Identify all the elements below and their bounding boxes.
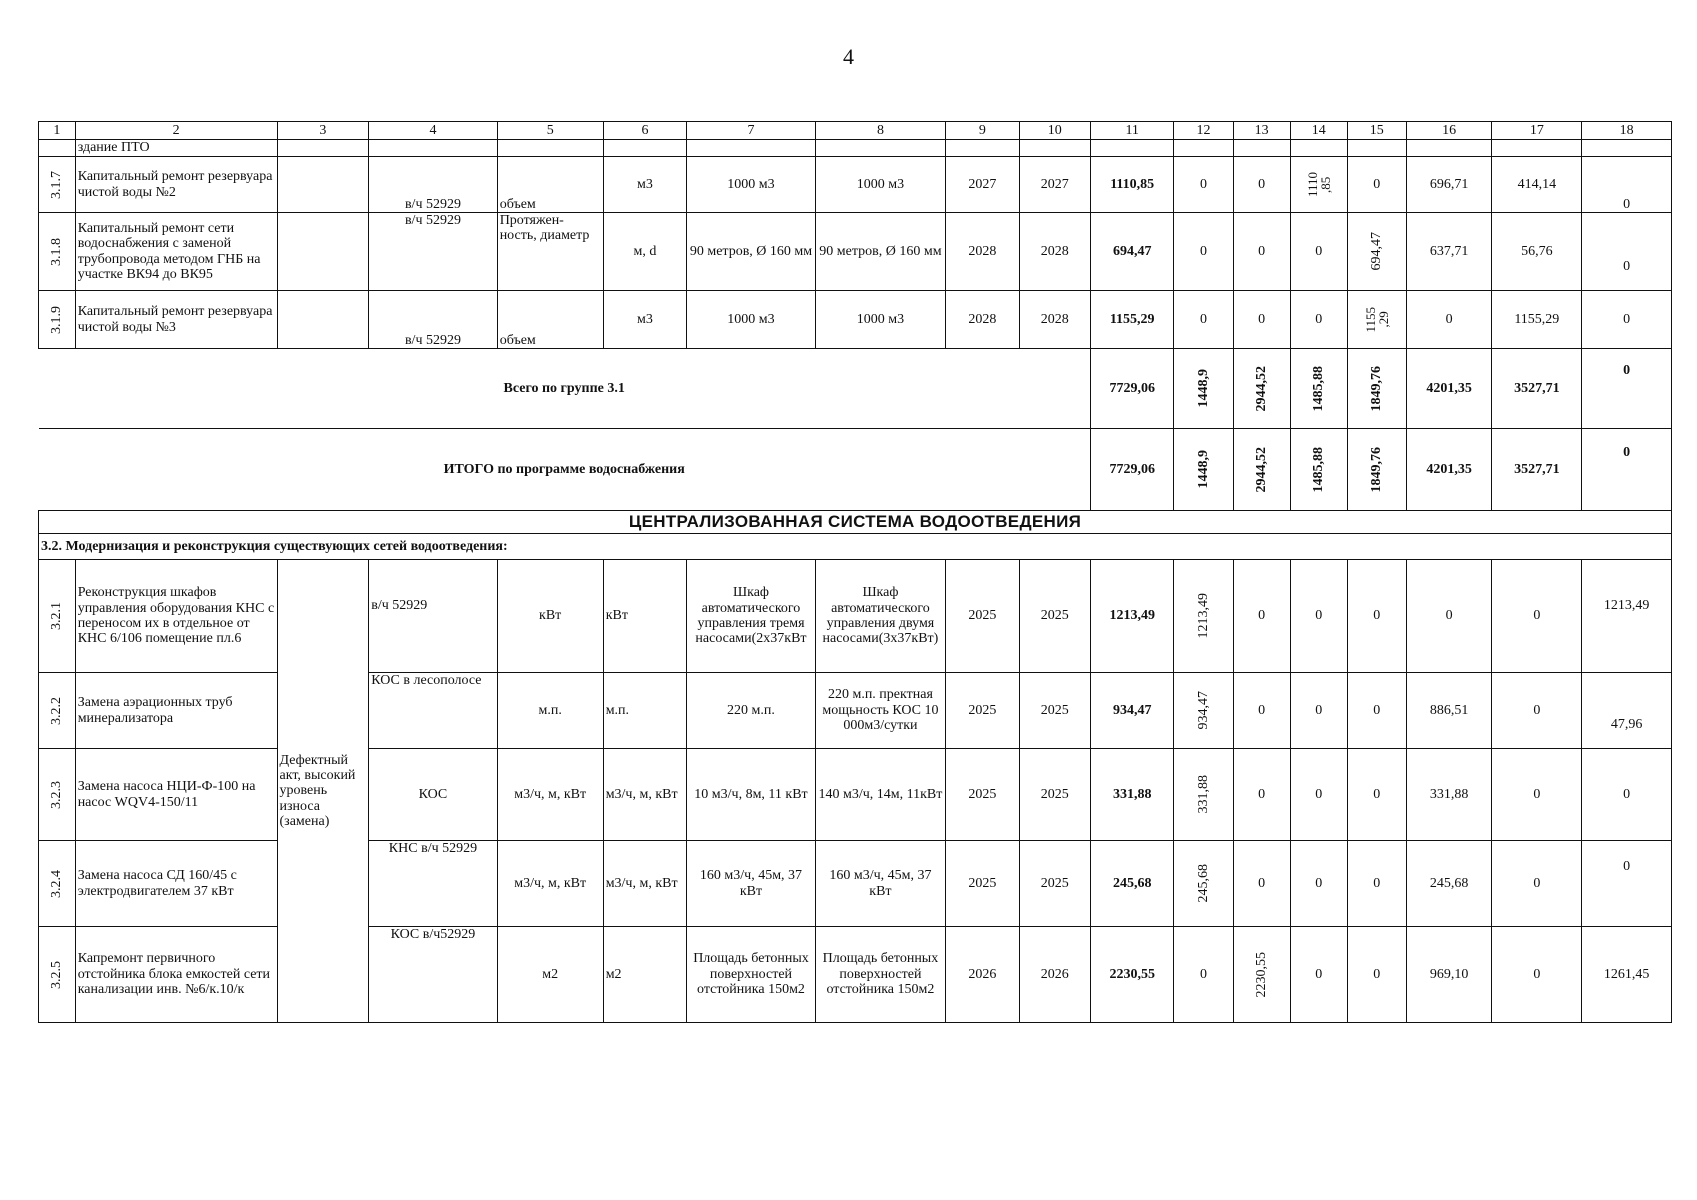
section-title: ЦЕНТРАЛИЗОВАННАЯ СИСТЕМА ВОДООТВЕДЕНИЯ [39, 511, 1672, 534]
col-header: 18 [1582, 122, 1672, 140]
col-header: 1 [39, 122, 76, 140]
col-header: 13 [1233, 122, 1290, 140]
group-total-row: Всего по группе 3.1 7729,06 1448,9 2944,52 1485,88 1849,76 4201,35 3527,71 0 [39, 349, 1672, 429]
col-header: 15 [1347, 122, 1406, 140]
row-number: 3.2.4 [49, 869, 65, 898]
row-name: Реконструкция шкафов управления оборудования КНС с переносом их в отдельное от КНС 6/106 помещение пл.6 [75, 560, 277, 673]
col-header: 4 [369, 122, 497, 140]
row-name: Капитальный ремонт резервуара чистой воды №3 [75, 291, 277, 349]
col-header: 3 [277, 122, 369, 140]
section-title-row [39, 511, 1672, 534]
continued-row [39, 140, 1672, 157]
table-row: 3.2.4 Замена насоса СД 160/45 с электродвигателем 37 кВт КНС в/ч 52929 м3/ч, м, кВт м3/ч, м, кВт 160 м3/ч, 45м, 37 кВт 160 м3/ч, 45м, 37 кВт 2025 2025 245,68 245,68 0 0 0 245,68 0 0 [39, 841, 1672, 927]
col-header: 7 [687, 122, 815, 140]
subsection-title: 3.2. Модернизация и реконструкция существующих сетей водоотведения: [39, 534, 1672, 560]
table-row: 3.2.2 Замена аэрационных труб минерализатора КОС в лесополосе м.п. м.п. 220 м.п. 220 м.п. пректная мощьность КОС 10 000м3/сутки 2025 2025 934,47 934,47 0 0 0 886,51 0 47,96 [39, 673, 1672, 749]
row-number: 3.1.8 [49, 237, 65, 266]
row-name: Капитальный ремонт сети водоснабжения с заменой трубопровода методом ГНБ на участке ВК94 до ВК95 [75, 213, 277, 291]
row-number: 3.1.7 [49, 170, 65, 199]
continued-text: здание ПТО [75, 140, 277, 157]
row-number: 3.2.1 [49, 602, 65, 630]
col-header: 17 [1492, 122, 1582, 140]
row-name: Замена аэрационных труб минерализатора [75, 673, 277, 749]
program-total-label: ИТОГО по программе водоснабжения [39, 429, 1091, 511]
row-number: 3.2.2 [49, 696, 65, 725]
program-total-row: ИТОГО по программе водоснабжения 7729,06 1448,9 2944,52 1485,88 1849,76 4201,35 3527,71 0 [39, 429, 1672, 511]
row-name: Капитальный ремонт резервуара чистой воды №2 [75, 157, 277, 213]
row-name: Замена насоса СД 160/45 с электродвигателем 37 кВт [75, 841, 277, 927]
row-number: 3.2.3 [49, 780, 65, 809]
col-header: 9 [946, 122, 1019, 140]
col-header: 5 [497, 122, 603, 140]
table-row: 3.2.3 Замена насоса НЦИ-Ф-100 на насос WQV4-150/11 КОС м3/ч, м, кВт м3/ч, м, кВт 10 м3/ч, 8м, 11 кВт 140 м3/ч, 14м, 11кВт 2025 2025 331,88 331,88 0 0 0 331,88 0 0 [39, 749, 1672, 841]
col-header: 6 [603, 122, 687, 140]
table-row: 3.1.8 Капитальный ремонт сети водоснабжения с заменой трубопровода методом ГНБ на участке ВК94 до ВК95 в/ч 52929 Протяжен-ность, диаметр м, d 90 метров, Ø 160 мм 90 метров, Ø 160 мм 2028 2028 694,47 0 0 0 694,47 637,71 56,76 0 [39, 213, 1672, 291]
investment-program-table [38, 121, 1672, 1023]
row-name: Замена насоса НЦИ-Ф-100 на насос WQV4-150/11 [75, 749, 277, 841]
col-header: 11 [1090, 122, 1174, 140]
col-header: 8 [815, 122, 945, 140]
page-number: 4 [843, 44, 854, 69]
group-total-label: Всего по группе 3.1 [39, 349, 1091, 429]
table-row: 3.1.9 Капитальный ремонт резервуара чистой воды №3 в/ч 52929 объем м3 1000 м3 1000 м3 2028 2028 1155,29 0 0 0 1155 ,29 0 1155,29 0 [39, 291, 1672, 349]
row-number: 3.2.5 [49, 960, 65, 989]
reason-merged: Дефектный акт, высокий уровень износа (замена) [277, 560, 369, 1023]
col-header: 16 [1406, 122, 1492, 140]
table-row: 3.2.5 Капремонт первичного отстойника блока емкостей сети канализации инв. №6/к.10/к КОС в/ч52929 м2 м2 Площадь бетонных поверхностей отстойника 150м2 Площадь бетонных поверхностей отстойника 150м2 2026 2026 2230,55 0 2230,55 0 0 969,10 0 1261,45 [39, 927, 1672, 1023]
col-header: 14 [1290, 122, 1347, 140]
table-row: 3.2.1 Реконструкция шкафов управления оборудования КНС с переносом их в отдельное от КНС 6/106 помещение пл.6 Дефектный акт, высокий уровень износа (замена) в/ч 52929 кВт кВт Шкаф автоматического управления тремя насосами(2х37кВт Шкаф автоматического управления двумя насосами(3х37кВт) 2025 2025 1213,49 1213,49 0 0 0 0 0 1213,49 [39, 560, 1672, 673]
table-row: 3.1.7 Капитальный ремонт резервуара чистой воды №2 в/ч 52929 объем м3 1000 м3 1000 м3 2027 2027 1110,85 0 0 1110 ,85 0 696,71 414,14 0 [39, 157, 1672, 213]
column-number-row [39, 122, 1672, 140]
row-number: 3.1.9 [49, 305, 65, 334]
col-header: 10 [1019, 122, 1090, 140]
subsection-title-row [39, 534, 1672, 560]
row-name: Капремонт первичного отстойника блока емкостей сети канализации инв. №6/к.10/к [75, 927, 277, 1023]
col-header: 2 [75, 122, 277, 140]
col-header: 12 [1174, 122, 1233, 140]
